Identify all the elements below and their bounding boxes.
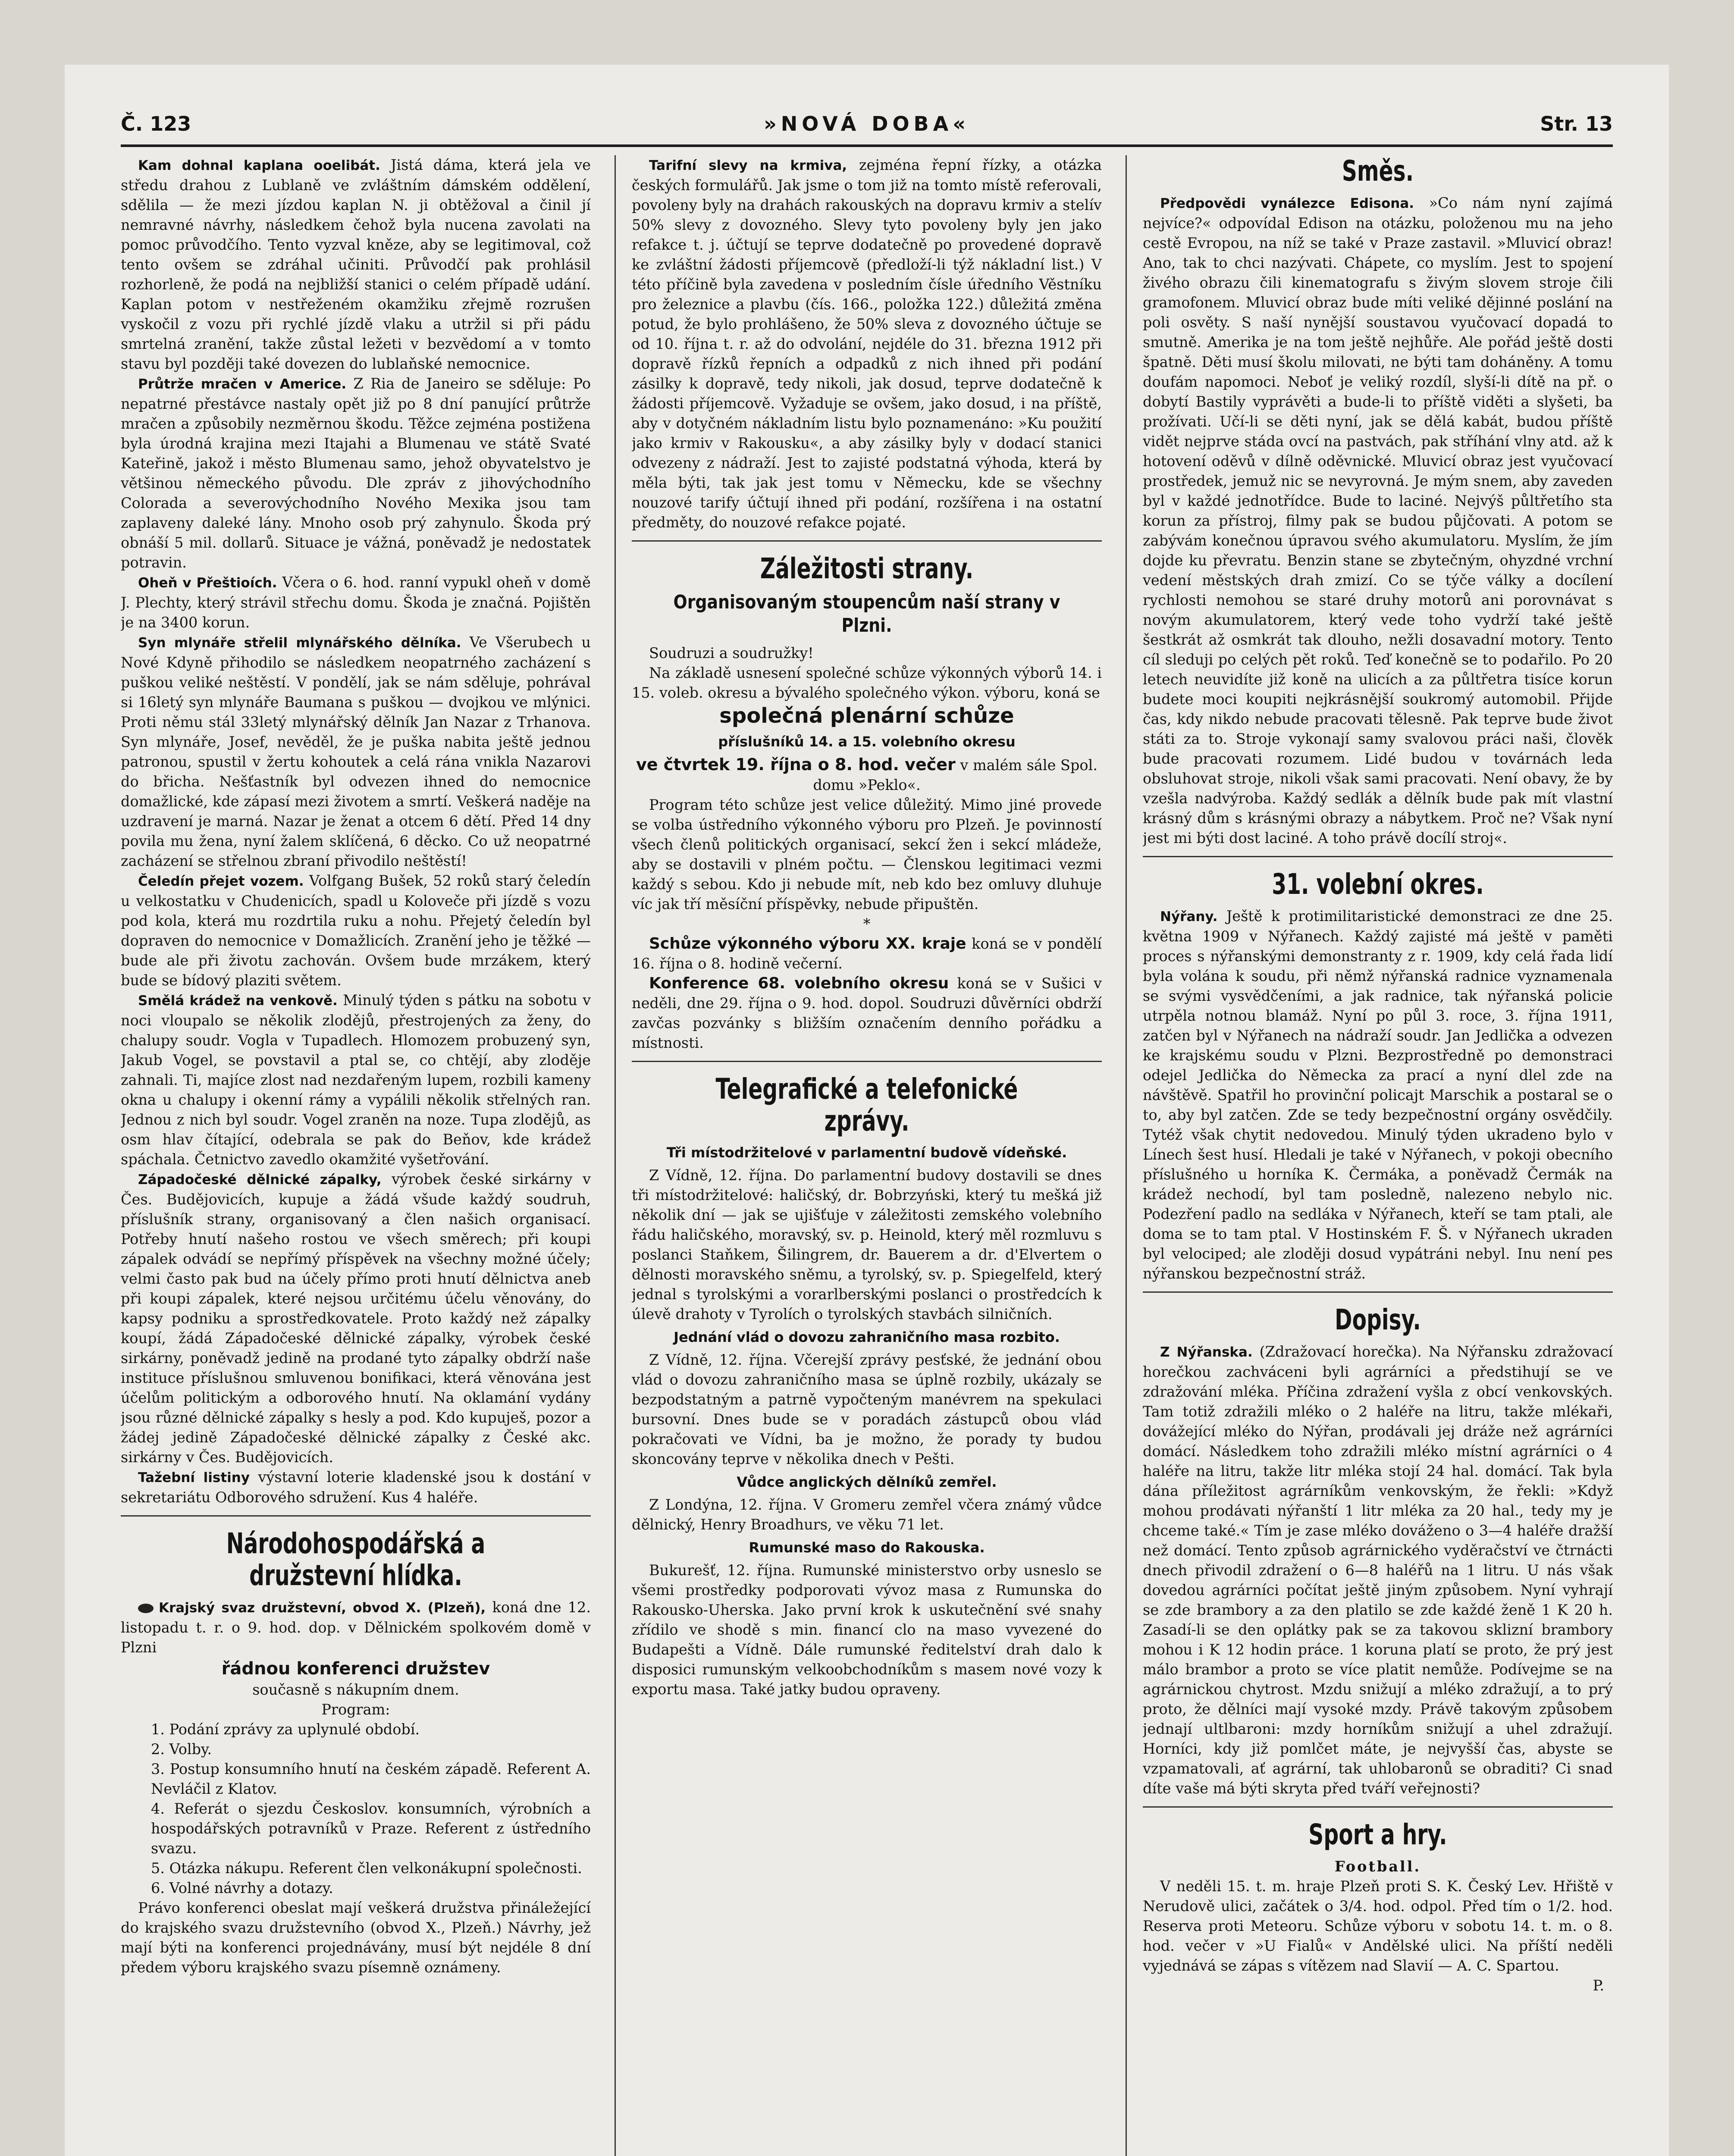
announcement-heading: Krajský svaz družstevní, obvod X. (Plzeň), — [159, 1600, 486, 1616]
article-heading: Oheň v Přeštioích. — [138, 575, 277, 591]
notice-heading: Schůze výkonného výboru XX. kraje — [649, 935, 966, 953]
article-text: Jistá dáma, která jela ve středu drahou z Lublaně ve zvláštním dámském oddělení, sdělila — že mezi jízdou kaplan N. ji obtěžoval a činil jí nemravné návrhy, následkem čehož byla nucena zavolati na pomoc průvodčího. Tento vyzval kněze, aby se legitimoval, což tento ovšem se zdráhal učiniti. Průvodčí pak prohlásil rozhorleně, že podá na nejbližší stanici o celém případě udání. Kaplan potom v nestřeženém okamžiku zřejmě rozrušen vyskočil z vozu při rychlé jízdě vlaku a utržil si při pádu smrtelná zranění, takže zůstal ležeti v bezvědomí a v tomto stavu byl později také dovezen do lublaňské nemocnice. — [121, 157, 591, 372]
section-subtitle: Organisovaným stoupencům naší strany v Plzni. — [673, 591, 1060, 636]
separator-star: * — [863, 915, 871, 932]
section-title: Telegrafické a telefonické zprávy. — [715, 1072, 1018, 1138]
article-text: výrobek české sirkárny v Čes. Budějovicích, kupuje a žádá všude každý soudruh, příslušník strany, organisovaný a člen našich organisací. Potřeby hnutí našeho rostou ve všech směrech; při koupi zápalek odvádí se nepřímý příspěvek na všechny možné účely; velmi často pak bud na účely přímo proti hnutí dělnictva aneb při koupi zápalek, které nejsou určitému účelu věnovány, do kapsy podniku a sprostředkovatele. Proto každý než zápalky koupí, žádá Západočeské dělnické zápalky, výrobek české sirkárny, poněvadž jedině na prodané tyto zápalky obdrží naše instituce příslušnou smluvenou bonifikaci, která věnována jest účelům politickým a odborového hnutí. Na oklamání vydány jsou různé dělnické zápalky s hesly a pod. Kdo kupuješ, pozor a žádej jedině Západočeské dělnické zápalky z České akc. sirkárny v Čes. Budějovicích. — [121, 1171, 591, 1466]
meeting-date — [632, 755, 1102, 795]
section-subtitle: Football. — [1334, 1858, 1421, 1875]
section-title: Směs. — [1342, 155, 1414, 188]
conference-subtitle: současně s nákupním dnem. — [252, 1681, 459, 1698]
meeting-subtitle: příslušníků 14. a 15. volebního okresu — [718, 733, 1016, 750]
page-number: Str. 13 — [1540, 112, 1613, 135]
article-text: Včera o 6. hod. ranní vypukl oheň v domě J. Plechty, který strávil střechu domu. Škoda je značná. Pojištěn je na 3400 korun. — [121, 574, 591, 631]
article-heading: Kam dohnal kaplana ooelibát. — [138, 158, 380, 173]
article — [1143, 193, 1613, 848]
notice — [632, 934, 1102, 974]
article — [121, 155, 591, 374]
column-1 — [121, 155, 591, 2156]
telegram-heading: Jednání vlád o dovozu zahraničního masa rozbito. — [674, 1329, 1060, 1345]
issue-number: Č. 123 — [121, 112, 191, 135]
article-heading: Průtrže mračen v Americe. — [138, 376, 347, 392]
article-heading: Západočeské dělnické zápalky, — [138, 1172, 382, 1188]
article — [121, 1169, 591, 1467]
notice-text: koná se v Sušici v neděli, dne 29. října o 9. hod. dopol. Soudruzi důvěrníci obdrží zavčas pozvánky s bližším označením denního pořádku a místnosti. — [632, 975, 1102, 1051]
section-title: Sport a hry. — [1308, 1818, 1447, 1851]
article-text: (Zdražovací horečka). Na Nýřansku zdražovací horečkou zachváceni byli agrárníci a předstihují se ve zdražování mléka. Příčina zdražení vyšla z obcí venkovských. Tam totiž zdražili mléko o 2 haléře na litru, takže mlékaři, dovážející mléko do Nýřan, prodávali jej dráže než agrárníci domácí. Následkem toho zdražili mléko místní agrárníci o 4 haléře na litru, takže litr mléka stojí 24 hal. domácí. Tak byla dána příležitost agrárníkům venkovským, že řekli: »Když mohou prodávati nýřanští 1 litr mléka za 20 hal., tedy my je chceme také.« Tím je zase mléko dováženo o 3—4 haléře dražší než domácí. Tento způsob agrárnického vyděračství ve čtrnácti dnech přivodil zdražení o 6—8 haléřů na 1 litru. U nás však dovedou agrárníci počítat ještě jiným způsobem. Nyní vyhrají se zde brambory a za den platilo se zde každé ženě 1 K 20 h. Zasadí-li se den oplátky pak se za takovou sklizní brambory mohou i K 12 hodin práce. 1 koruna platí se proto, že prý jest málo brambor a proto se více platit nemůže. Podívejme se na agrárnickou chytrost. Mzdu snižují a mléko zdražují, a to prý proto, že dělníci mají vysoké mzdy. Právě takovým způsobem jednají ultlbaroni: mzdy horníkům snižují a uhel zdražují. Horníci, kdy již pomlčet máte, je nejvyšší čas, abyste se vzpamatovali, ať agrární, tak uhlobaronů se obraditi? Ci snad díte vaše má býti skryta před tváří veřejnosti? — [1143, 1343, 1613, 1797]
article-heading: Nýřany. — [1160, 909, 1218, 924]
telegram-text: Z Vídně, 12. října. Do parlamentní budovy dostavili se dnes tři místodržitelové: haličský, dr. Bobrzyński, který tu mešká již několik dní — jak se ujišťuje v záležitosti zemského volebního řádu haličského, moravský, sv. p. Heinold, který měl rozmluvu s poslanci Staňkem, Šilingrem, dr. Bauerem a dr. d'Elvertem o dělnosti moravského sněmu, a tyrolský, sv. p. Spiegelfeld, který jednal s tyrolskými a vorarlberskými poslanci o prostředcích k úlevě drahoty v Tyrolích o tyrolských stavbách silničních. — [632, 1167, 1102, 1322]
program-item: 6. Volné návrhy a dotazy. — [151, 1880, 333, 1896]
section-rule — [1143, 1291, 1613, 1293]
article-text: Z Ria de Janeiro se sděluje: Po nepatrné přestávce nastaly opět již po 8 dní panující průtrže mračen a způsobily nezměrnou škodu. Těžce zejména postižena byla úrodná krajina mezi Itajahi a Blumenau ve státě Svaté Kateřině, jakož i město Blumenau samo, jehož obyvatelstvo je většinou německého původu. Dle zpráv z jihovýchodního Colorada a severovýchodního Nového Mexika jsou tam zaplaveny daleké lány. Mnoho osob prý zahynulo. Škoda prý obnáší 5 mil. dollarů. Situace je vážná, poněvadž je nedostatek potravin. — [121, 375, 591, 571]
section-title: Dopisy. — [1335, 1303, 1421, 1336]
article-heading: Tarifní slevy na krmiva, — [649, 158, 847, 173]
announcement-text: Právo konferenci obeslat mají veškerá družstva přináležející do krajského svazu družstevního (obvod X., Plzeň.) Návrhy, jež mají býti na konferenci projednávány, musí být nejdéle 8 dní předem výboru krajského svazu písemně oznámeny. — [121, 1899, 591, 1976]
section-rule — [1143, 1806, 1613, 1808]
telegram-heading: Rumunské maso do Rakouska. — [749, 1539, 985, 1556]
column-divider — [615, 155, 616, 2156]
program-item: 3. Postup konsumního hnutí na českém západě. Referent A. Nevláčil z Klatov. — [151, 1761, 591, 1797]
column-2 — [632, 155, 1102, 2156]
signature: P. — [1593, 1977, 1604, 1994]
section-rule — [632, 1061, 1102, 1062]
telegram-text: Z Vídně, 12. října. Včerejší zprávy pesťské, že jednání obou vlád o dovozu zahraničního masa se úplně rozbily, ukázaly se bezpodstatným a patrně vypočteným manévrem na spekulaci bursovní. Dnes bude se v poradách zástupců obou vlád pokračovati ve Vídni, ba je možno, že porady ty budou skoncovány teprve v několika dnech v Pešti. — [632, 1351, 1102, 1467]
section-rule — [1143, 856, 1613, 857]
column-3 — [1143, 155, 1613, 2156]
article — [121, 633, 591, 871]
telegram-text: Bukurešť, 12. října. Rumunské ministerstvo orby usneslo se všemi prostředky podporovati vývoz masa z Rumunska do Rakousko-Uherska. Jako první krok k uskutečnění své snahy zřídilo ve shodě s min. financí clo na maso vyvezené do Budapešti a Vídně. Dále rumunské ředitelství drah dalo k disposici rumunským velkoobchodníkům s masem nové vozy k exportu masa. Také jatky budou opraveny. — [632, 1562, 1102, 1698]
article-heading: Předpovědi vynálezce Edisona. — [1160, 196, 1414, 211]
notice-text: Na základě usnesení společné schůze výkonných výborů 14. i 15. voleb. okresu a bývalého společného výkon. výboru, koná se — [632, 664, 1102, 701]
article-text: V neděli 15. t. m. hraje Plzeň proti S. K. Český Lev. Hřiště v Nerudově ulici, začátek o 3/4. hod. odpol. Před tím o 1/2. hod. Reserva proti Meteoru. Schůze výboru v sobotu 14. t. m. o 8. hod. večer v »U Fialů« v Andělské ulici. Na příští neděli vyjednává se zápas s vítězem nad Slavií — A. C. Spartou. — [1143, 1878, 1613, 1974]
conference-title: řádnou konferenci družstev — [221, 1659, 490, 1679]
program-item: 1. Podání zprávy za uplynulé období. — [151, 1721, 420, 1738]
article — [632, 155, 1102, 533]
section-rule — [632, 540, 1102, 542]
section-title: Národohospodářská a družstevní hlídka. — [226, 1527, 486, 1592]
telegram-heading: Vůdce anglických dělníků zemřel. — [737, 1474, 997, 1490]
page-header — [121, 108, 1613, 142]
newspaper-page — [65, 65, 1669, 2156]
article — [121, 573, 591, 633]
article-text: výstavní loterie kladenské jsou k dostání v sekretariátu Odborového sdružení. Kus 4 haléře. — [121, 1469, 591, 1506]
article-text: Minulý týden s pátku na sobotu v noci vloupalo se několik zlodějů, přestrojených za ženy, do chalupy soudr. Vogla v Tupadlech. Hlomozem probuzený syn, Jakub Vogel, se povstavil a ptal se, co chtějí, aby zloděje zahnali. Ti, majíce zlost nad nezdařeným lupem, rozbili kameny okna u chalupy i okenní rámy a vypálili několik střelných ran. Jednou z nich byl soudr. Vogel zraněn na noze. Tupa zlodějů, as osm hlav čítající, odebrala se pak do Beňov, kde krádež spáchala. Četnictvo zavedlo okamžité vyšetřování. — [121, 992, 591, 1168]
article-text: Ještě k protimilitaristické demonstraci ze dne 25. května 1909 v Nýřanech. Každý zajisté má ještě v paměti proces s nýřanskými demonstranty z r. 1909, kdy celá řada lidí byla volána k soudu, při němž nýřanská radnice vyznamenala se svými vysvědčeními, a jak radnice, tak nýřanská policie utrpěla notnou blamáž. Nyní po půl 3. roce, 3. října 1911, zatčen byl v Nýřanech na nádraží soudr. Jan Jedlička a odvezen ke krajskému soudu v Plzni. Bezprostředně po demonstraci odejel Jedlička do Německa za prací a nyní dlel zde na návštěvě. Spatřil ho provinční policajt Marschik a postaral se o to, aby byl zatčen. Zde se tedy bezpečnostní orgány osvědčily. Tytéž však chytit nedovedou. Minulý týden ukradeno bylo v Línech šest husí. Hledali je také v Nýřanech, v pokoji obecního příslušného u horníka K. Čermáka, a poněvadž Čermák na krádež nechodí, byl tam posledně, nalezeno nebylo nic. Podezření padlo na sedláka v Nýřanech, kteří se tam ptali, ale doma se to tam ptal. V Hostinském F. Š. v Nýřanech ukraden byl velociped; ale zloději dosud vypátráni nebyl. Inu není pes nýřanskou bezpečnostní stráž. — [1143, 908, 1613, 1282]
program-item: 4. Referát o sjezdu Českoslov. konsumních, výrobních a hospodářských potravníků v Praze. Referent z ústředního svazu. — [151, 1800, 591, 1857]
notice-text: koná se v pondělí 16. října o 8. hodině večerní. — [632, 935, 1102, 972]
meeting-title: společná plenární schůze — [719, 704, 1014, 728]
program-item: 5. Otázka nákupu. Referent člen velkonákupní společnosti. — [151, 1860, 582, 1877]
telegram-heading: Tři místodržitelové v parlamentní budově vídeňské. — [666, 1144, 1067, 1161]
section-title: 31. volební okres. — [1272, 868, 1484, 901]
notice — [632, 974, 1102, 1053]
meeting-place: v malém sále Spol. domu »Peklo«. — [813, 757, 1097, 793]
article — [1143, 906, 1613, 1284]
article — [121, 990, 591, 1169]
telegram-text: Z Londýna, 12. října. V Gromeru zemřel včera známý vůdce dělnický, Henry Broadhurs, ve věku 71 let. — [632, 1496, 1102, 1533]
article-text: »Co nám nyní zajímá nejvíce?« odpovídal Edison na otázku, položenou mu na jeho cestě Evropou, na níž se také v Praze zastavil. »Mluvicí obraz! Ano, tak to chci nazývati. Chápete, co myslím. Jest to spojení živého obrazu čili kinematografu s živým slovem stroje čili gramofonem. Mluvicí obraz bude míti veliké dějinné poslání na poli osvěty. S naší nynější soustavou vyučovací dopadá to smutně. Amerika je na tom ještě nejhůře. Ale pořád ještě dosti špatně. Děti musí školu milovati, ne býti tam doháněny. A tomu doufám napomoci. Neboť je veliký rozdíl, slyší-li dítě na př. o dobytí Bastily vyprávěti a bude-li to příště viděti a slyšeti, ba prožívati. Učí-li se děti nyní, jak se dělá kabát, budou příště vidět nejprve stáda ovcí na pastvách, pak stříhání vlny atd. až k hotovení oděvů v dílně oděvnické. Mluvicí obraz jest vyučovací prostředek, jemuž nic se nevyrovná. Je mým snem, aby zaveden byl v každé jednotřídce. Bude to laciné. Nejvýš půltřetího sta korun za přístroj, filmy pak se budou půjčovati. A potom se zabývám konečnou úpravou svého akumulatoru. Myslím, že jím dojde ku převratu. Benzin stane se zbytečným, ohyzdné vrchní vedení městských drah zmizí. Co se týče války a docílení rychlosti nemohou se staré druhy motorů ani porovnávat s novým akumulatorem, který vede toho vydrží také ještě šestkrát až osmkrát tak dlouho, nežli dosavadní motory. Tento cíl sleduji po celých pět roků. Teď konečně se to podařilo. Po 20 letech neuvidíte již koně na ulicích a za půltřetra tisíce korun budete moci koupiti nejkrásnější soukromý automobil. Přijde čas, kdy nikdo nebude pracovati tělesně. Pak teprve bude život státi za to. Stroje vykonají samy svalovou práci naši, člověk bude pracovati rozumem. Lidé budou v továrnách leda obsluhovat stroje, nikoli však sami pracovati. Není obavy, že by vzešla nadvýroba. Každý sedlák a dělník bude pak mít vlastní krásný dům s krásnými obrazy a nábytkem. Proč ne? Však nyní jest mi býti dost laciné. A toho právě docílí stroj«. — [1143, 194, 1613, 846]
article — [1143, 1342, 1613, 1799]
article-heading: Tažební listiny — [138, 1470, 250, 1485]
article-text: Ve Všerubech u Nové Kdyně přihodilo se následkem neopatrného zacházení s puškou veliké neštěstí. V pondělí, jak se nám sděluje, pohrával si 16letý syn mlynáře Baumana s puškou — dvojkou ve mlýnici. Proti němu stál 33letý mlynářský dělník Jan Nazar z Trhanova. Syn mlynáře, Josef, nevěděl, že je puška nabita ještě jednou patronou, spustil v žertu kohoutek a celá rána vnikla Nazarovi do břicha. Nešťastník byl odvezen ihned do nemocnice domažlické, kde zápasí mezi životem a smrtí. Veškerá naděje na uzdravení je marná. Nazar je ženat a otcem 6 dětí. Před 14 dny povila mu žena, nyní žalem sklíčená, 6 děcko. Co už neopatrné zacházení se střelnou zbraní přivodilo neštěstí! — [121, 634, 591, 869]
article-text: zejména řepní řízky, a otázka českých formulářů. Jak jsme o tom již na tomto místě referovali, povoleny byly na drahách rakouských na dopravu krmiv a stelív 50% slevy z dovozného. Slevy tyto povoleny byly jen jako refakce t. j. účtují se teprve dodatečně po provedené dopravě ke zvláštní žádosti příjemcově (předloží-li týž nákladní list.) V této příčině byla zavedena v posledním čísle úředního Věstníku pro železnice a plavbu (čís. 166., položka 122.) důležitá změna potud, že bylo prohlášeno, že 50% sleva z dovozného účtuje se od 10. října t. r. až do odvolání, nejdéle do 31. března 1912 při dopravě řízků řepních a odpadků z nich ihned při podání zásilky k dopravě, tedy nikoli, jak dosud, teprve dodatečně k žádosti příjemcově. Vyžaduje se ovšem, jako dosud, i na příště, aby v dotyčném nákladním listu bylo poznamenáno: »Ku použití jako krmiv v Rakousku«, a aby zásilky byly v dodací stanici odvezeny z nádraží. Jest to zajisté podstatná výhoda, která by měla býti, tak jak jest tomu v Německu, kde se všechny nouzové tarify účtují ihned při podání, rozšířena i na ostatní předměty, do nouzové refakce pojaté. — [632, 157, 1102, 531]
article-heading: Z Nýřanska. — [1160, 1344, 1253, 1360]
article — [121, 1467, 591, 1507]
article — [121, 374, 591, 573]
program-item: 2. Volby. — [151, 1741, 212, 1758]
section-rule — [121, 1515, 591, 1517]
header-rule — [121, 144, 1613, 147]
article — [121, 871, 591, 990]
hand-icon — [138, 1604, 154, 1613]
notice-text: Program této schůze jest velice důležitý. Mimo jiné provede se volba ústředního výkonného výboru pro Plzeň. Je povinností všech členů politických organisací, sekcí žen i sekcí mládeže, aby se dostavili v plném počtu. — Členskou legitimaci vezmi každý s sebou. Kdo ji nebude mít, neb kdo bez omluvy dluhuje víc jak tří měsíční příspěvky, nebude připuštěn. — [632, 796, 1102, 912]
column-divider — [1126, 155, 1127, 2156]
masthead-title: »NOVÁ DOBA« — [764, 112, 970, 135]
section-title: Záležitosti strany. — [760, 552, 974, 585]
salutation: Soudruzi a soudružky! — [649, 645, 814, 661]
announcement-text: koná dne 12. listopadu t. r. o 9. hod. dop. v Dělnickém spolkovém domě v Plzni — [121, 1599, 591, 1656]
announcement — [121, 1598, 591, 1658]
article-heading: Syn mlynáře střelil mlynářského dělníka. — [138, 635, 461, 651]
article-text: Volfgang Bušek, 52 roků starý čeledín u velkostatku v Chudenicích, spadl u Koloveče při jízdě s vozu pod kola, která mu rozdrtila ruku a nohu. Přejetý čeledín byl dopraven do nemocnice v Domažlicích. Zranění jeho je těžké — bude ale při životu zachován. Ovšem bude mrzákem, který bude se bídový plaziti světem. — [121, 872, 591, 989]
article-heading: Čeledín přejet vozem. — [138, 874, 304, 889]
meeting-date-strong: ve čtvrtek 19. října o 8. hod. večer — [636, 755, 956, 774]
program-label: Program: — [321, 1701, 390, 1718]
notice-heading: Konference 68. volebního okresu — [649, 975, 949, 992]
article-heading: Smělá krádež na venkově. — [138, 993, 338, 1009]
